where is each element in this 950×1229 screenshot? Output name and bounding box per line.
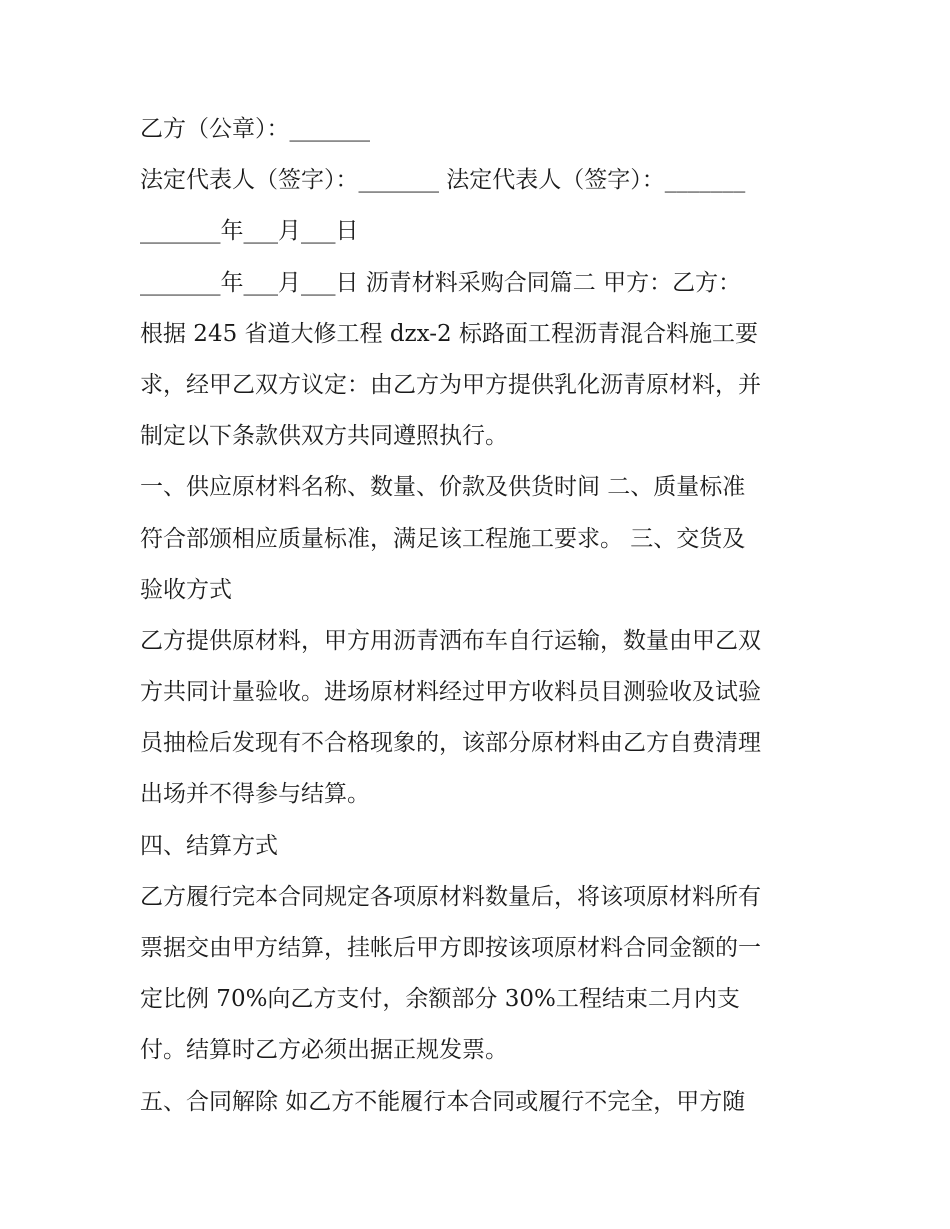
paragraph-line: 方共同计量验收。进场原材料经过甲方收料员目测验收及试验 xyxy=(140,679,761,706)
contract-text xyxy=(140,104,820,1128)
section-heading-line: 一、供应原材料名称、数量、价款及供货时间 二、质量标准 xyxy=(140,474,746,501)
representative-signature-line: 法定代表人（签字）：_______ 法定代表人（签字）：_______ xyxy=(140,167,746,194)
paragraph-line: 根据 245 省道大修工程 dzx-2 标路面工程沥青混合料施工要 xyxy=(140,320,758,347)
signature-seal-line: 乙方（公章）：_______ xyxy=(140,116,370,142)
paragraph-line: 出场并不得参与结算。 xyxy=(140,781,370,808)
contract-heading-line: _______年___月___日 沥青材料采购合同篇二 甲方：乙方： xyxy=(140,269,742,296)
section-heading-line: 四、结算方式 xyxy=(140,832,278,859)
section-heading-line: 验收方式 xyxy=(140,576,232,603)
paragraph-line: 票据交由甲方结算，挂帐后甲方即按该项原材料合同金额的一 xyxy=(140,935,761,961)
paragraph-line: 乙方履行完本合同规定各项原材料数量后，将该项原材料所有 xyxy=(140,883,761,910)
paragraph-line: 付。结算时乙方必须出据正规发票。 xyxy=(140,1037,508,1064)
date-line: _______年___月___日 xyxy=(140,218,359,245)
paragraph-line: 求，经甲乙双方议定：由乙方为甲方提供乳化沥青原材料，并 xyxy=(140,371,761,398)
paragraph-line: 乙方提供原材料，甲方用沥青洒布车自行运输，数量由甲乙双 xyxy=(140,627,761,654)
section-heading-line: 五、合同解除 如乙方不能履行本合同或履行不完全，甲方随 xyxy=(140,1088,746,1115)
paragraph-line: 符合部颁相应质量标准，满足该工程施工要求。 三、交货及 xyxy=(140,525,746,552)
paragraph-line: 员抽检后发现有不合格现象的，该部分原材料由乙方自费清理 xyxy=(140,730,761,757)
paragraph-line: 制定以下条款供双方共同遵照执行。 xyxy=(140,423,508,450)
paragraph-line: 定比例 70%向乙方支付，余额部分 30%工程结束二月内支 xyxy=(140,986,740,1013)
